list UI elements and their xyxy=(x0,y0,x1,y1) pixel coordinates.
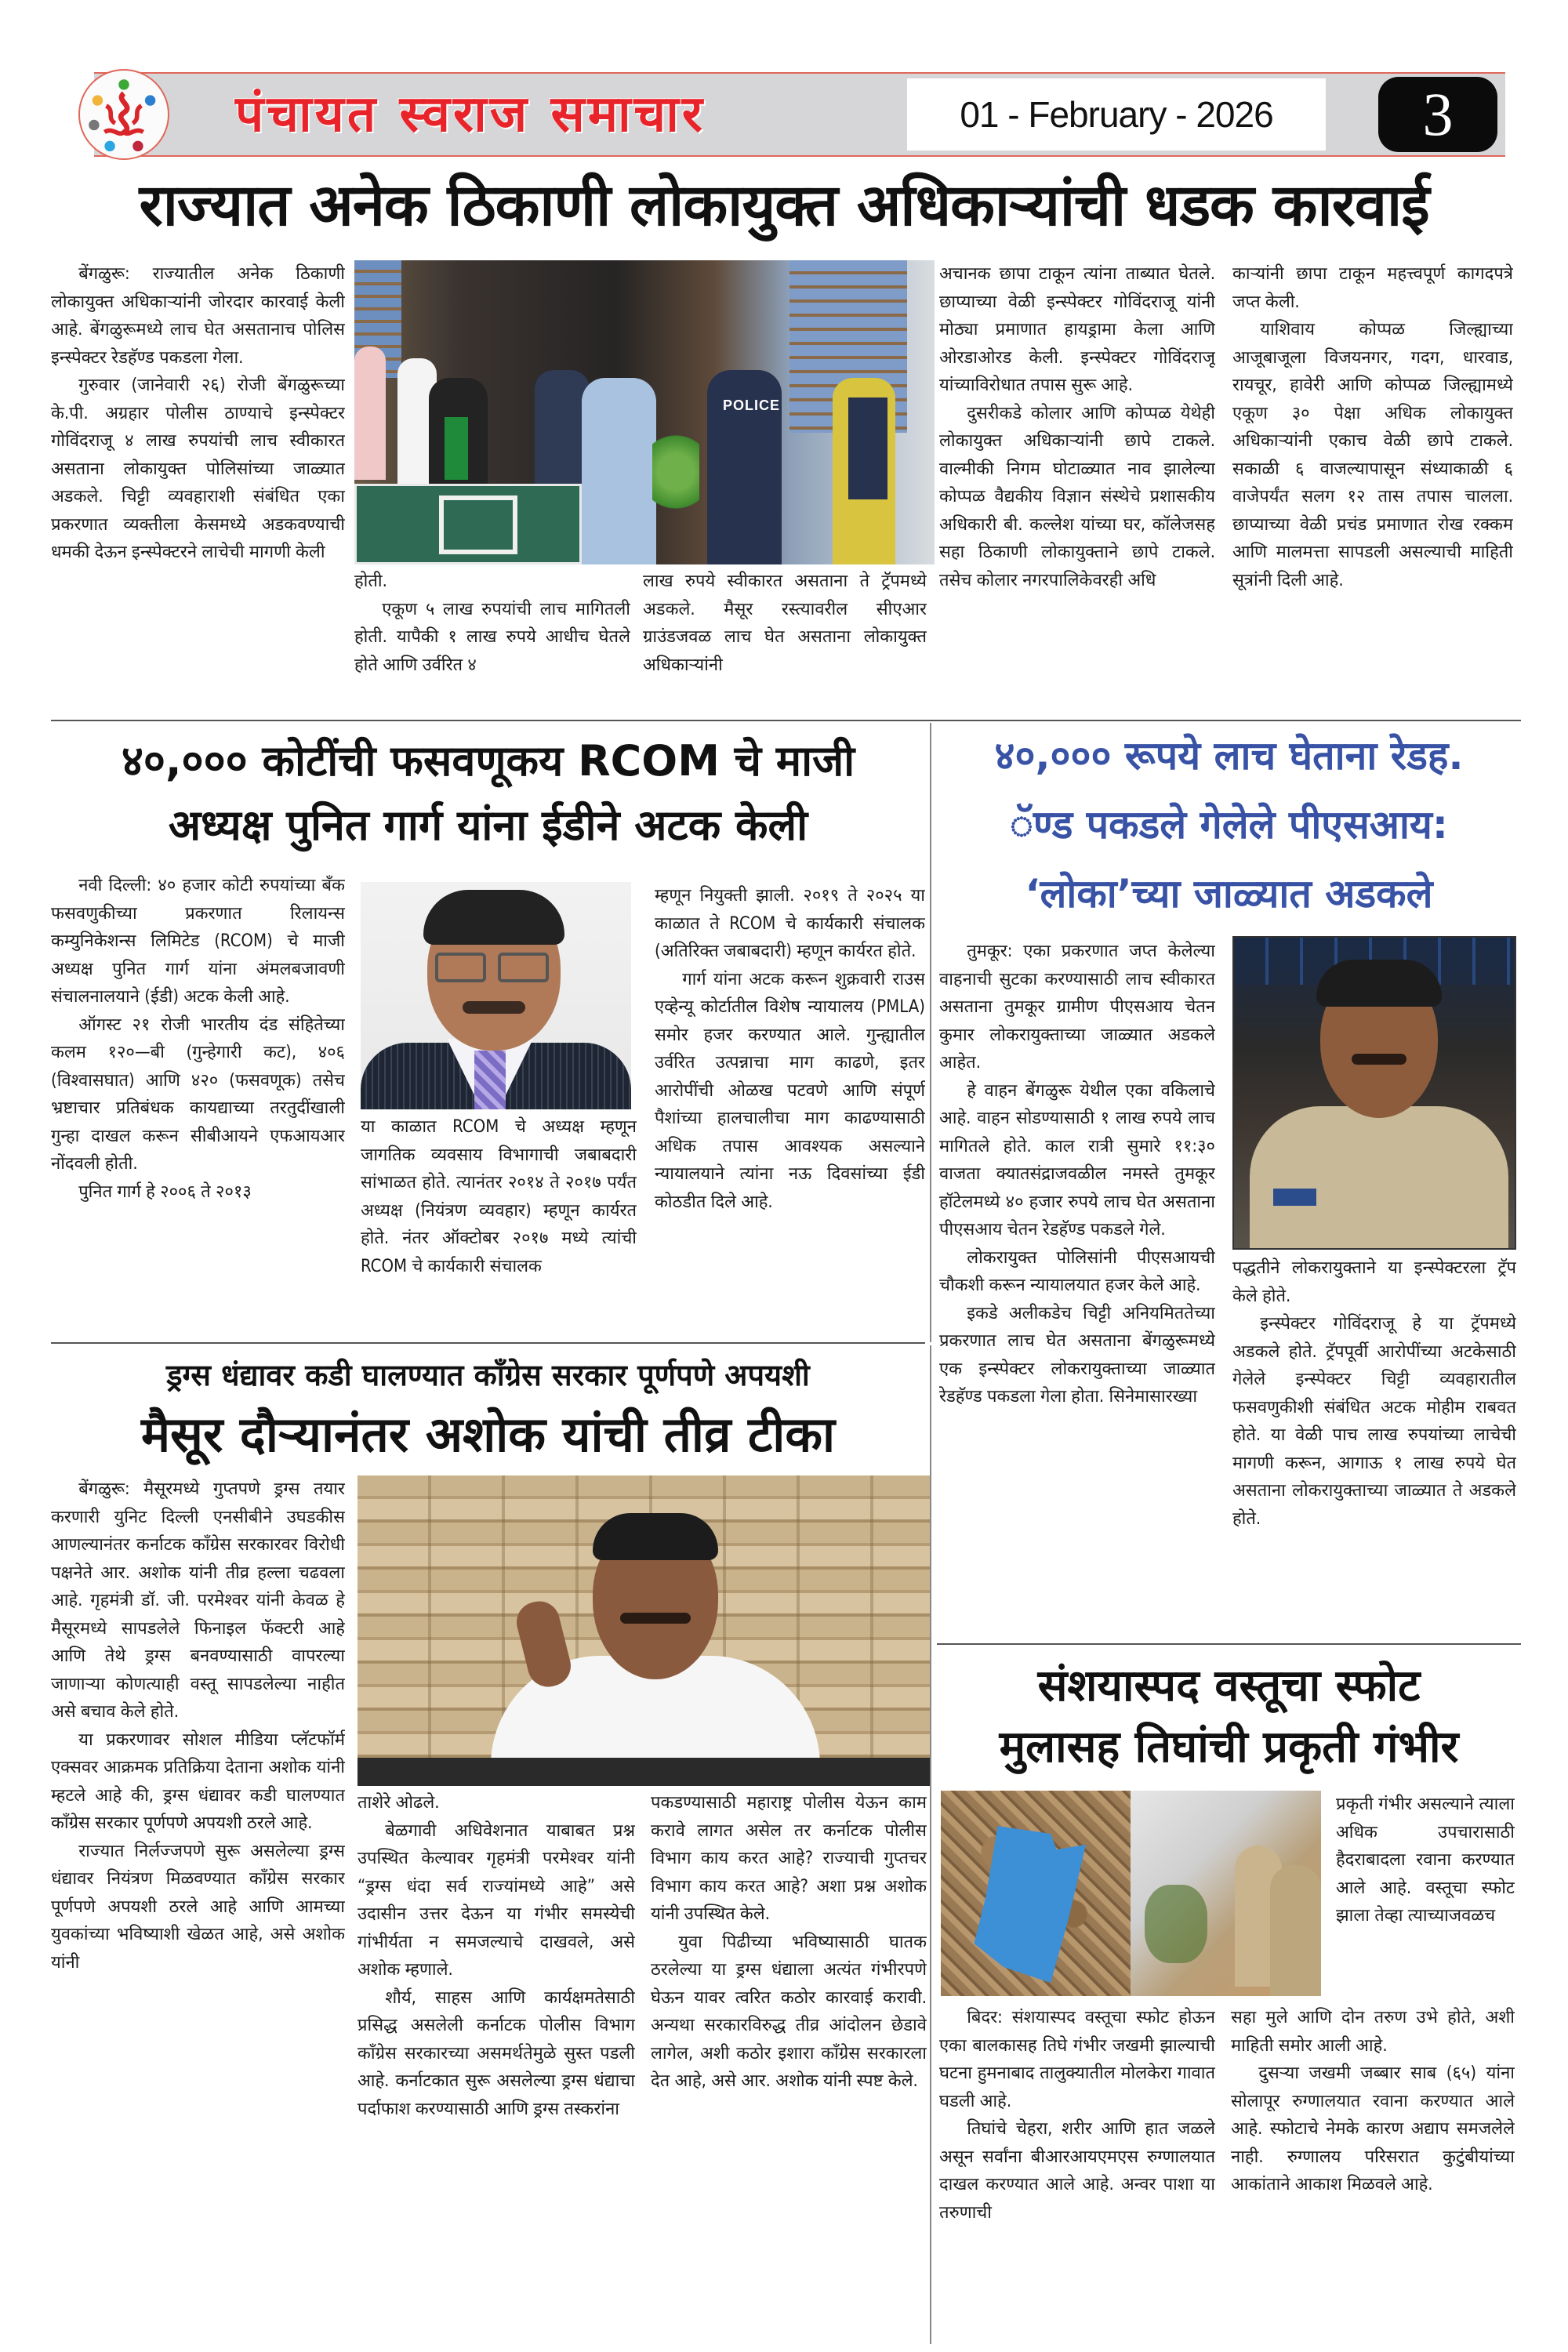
column-divider xyxy=(930,723,931,1342)
paragraph: शौर्य, साहस आणि कार्यक्षमतेसाठी प्रसिद्ध असलेली कर्नाटक पोलीस विभाग काँग्रेस सरकारच्या असमर्थतेमुळे सुस्त पडली आहे. कर्नाटकात सुरू असलेल्या ड्रग्स धंद्याचा पर्दाफाश करण्यासाठी आणि ड्रग्स तस्करांना xyxy=(358,1987,635,2119)
paragraph: म्हणून नियुक्ती झाली. २०१९ ते २०२५ या काळात ते RCOM चे कार्यकारी संचालक (अतिरिक्त जबाबदारी) म्हणून कार्यरत होते. xyxy=(655,886,925,961)
paragraph: दुसऱ्या जखमी जब्बार साब (६५) यांना सोलापूर रुग्णालयात रवाना करण्यात आले आहे. स्फोटाचे नेमके कारण अद्याप समजलेले नाही. रुग्णालय परिसरात कुटुंबीयांच्या आकांताने आकाश मिळवले आहे. xyxy=(1231,2063,1515,2194)
paragraph: इकडे अलीकडेच चिट्टी अनियमिततेच्या प्रकरणात लाच घेत असताना बेंगळुरूमध्ये एक इन्स्पेक्टर लोकरायुक्ताच्या जाळ्यात रेडहॅण्ड पकडला गेला होता. सिनेमासारख्या xyxy=(939,1303,1215,1406)
article1-column-1 xyxy=(51,260,345,719)
paragraph: अचानक छापा टाकून त्यांना ताब्यात घेतले. छाप्याच्या वेळी इन्स्पेक्टर गोविंदराजू यांनी मोठ्या प्रमाणात हायड्रामा केला आणि ओरडाओरड केली. इन्स्पेक्टर गोविंदराजू यांच्याविरोधात तपास सुरू आहे. xyxy=(939,264,1215,395)
article3-column-1 xyxy=(939,938,1215,1635)
paragraph: तिघांचे चेहरा, शरीर आणि हात जळले असून सर्वांना बीआरआयएमएस रुग्णालयात दाखल करण्यात आले आहे. अन्वर पाशा या तरुणाची xyxy=(939,2119,1215,2223)
paragraph: गुरुवार (जानेवारी २६) रोजी बेंगळुरूच्या के.पी. अग्रहार पोलीस ठाण्याचे इन्स्पेक्टर गोविंदराजू ४ लाख रुपयांची लाच स्वीकारत असताना लोकायुक्त पोलिसांच्या जाळ्यात अडकले. चिट्टी व्यवहाराशी संबंधित एका प्रकरणात व्यक्तीला केसमध्ये अडकवण्याची धमकी देऊन इन्स्पेक्टरने लाचेची मागणी केली xyxy=(51,376,345,562)
paragraph: एकूण ५ लाख रुपयांची लाच मागितली होती. यापैकी १ लाख रुपये आधीच घेतले होते आणि उर्वरित ४ xyxy=(354,599,630,675)
article4-photo-ashok xyxy=(358,1475,930,1786)
paragraph: या काळात RCOM चे अध्यक्ष म्हणून जागतिक व्यवसाय विभागाची जबाबदारी सांभाळत होते. त्यानंतर २०१४ ते २०१७ पर्यंत अध्यक्ष (नियंत्रण व्यवहार) म्हणून कार्यरत होते. नंतर ऑक्टोबर २०१७ मध्ये त्यांची RCOM चे कार्यकारी संचालक xyxy=(361,1117,637,1276)
newspaper-logo xyxy=(78,69,169,160)
article5-headline-line2: मुलासह तिघांची प्रकृती गंभीर xyxy=(999,1722,1459,1773)
paragraph: पकडण्यासाठी महाराष्ट्र पोलीस येऊन काम करावे लागत असेल तर कर्नाटक पोलीस विभाग काय करत आहे? राज्याची गुप्तचर विभाग काय करत आहे? अशा प्रश्न अशोक यांनी उपस्थित केले. xyxy=(651,1793,927,1924)
article1-photo-raid xyxy=(354,260,935,564)
paragraph: काऱ्यांनी छापा टाकून महत्त्वपूर्ण कागदपत्रे जप्त केली. xyxy=(1232,264,1513,312)
paragraph: होती. xyxy=(354,572,387,591)
article2-headline-line1: ४०,००० कोटींची फसवणूकय RCOM चे माजी xyxy=(121,736,855,786)
photo-police-text: POLICE xyxy=(723,397,781,413)
paragraph: युवा पिढीच्या भविष्यासाठी घातक ठरलेल्या या ड्रग्स धंद्याला अत्यंत गंभीरपणे घेऊन यावर त्वरित कठोर कारवाई करावी. अन्यथा सरकारविरुद्ध तीव्र आंदोलन छेडावे लागेल, अशी कठोर इशारा काँग्रेस सरकारला देत आहे, असे आर. अशोक यांनी स्पष्ट केले. xyxy=(651,1932,927,2091)
paragraph: बेंगळुरू: राज्यातील अनेक ठिकाणी लोकायुक्त अधिकाऱ्यांनी जोरदार कारवाई केली आहे. बेंगळुरूमध्ये लाच घेत असतानाच पोलिस इन्स्पेक्टर रेडहॅण्ड पकडला गेला. xyxy=(51,264,345,368)
logo-emblem-icon xyxy=(80,71,168,158)
article4-kicker: ड्रग्स धंद्यावर कडी घालण्यात काँग्रेस सरकार पूर्णपणे अपयशी xyxy=(166,1358,810,1392)
article4-column-3 xyxy=(651,1789,927,2344)
paragraph: या प्रकरणावर सोशल मीडिया प्लॅटफॉर्म एक्सवर आक्रमक प्रतिक्रिया देताना अशोक यांनी म्हटले आहे की, ड्रग्स धंद्यावर कडी घालण्यात काँग्रेस सरकार पूर्णपणे अपयशी ठरले आहे. xyxy=(51,1730,345,1833)
article1-column-4 xyxy=(939,260,1215,719)
paragraph: प्रकृती गंभीर असल्याने त्याला अधिक उपचारासाठी हैदराबादला रवाना करण्यात आले आहे. वस्तूचा स्फोट झाला तेव्हा त्याच्याजवळच xyxy=(1336,1795,1515,1926)
article3-column-2 xyxy=(1232,1254,1516,1639)
paragraph: दुसरीकडे कोलार आणि कोप्पळ येथेही लोकायुक्त अधिकाऱ्यांनी छापे टाकले. वाल्मीकी निगम घोटाळ्यात नाव झालेल्या कोप्पळ वैद्यकीय विज्ञान संस्थेचे प्रशासकीय अधिकारी बी. कल्लेश यांच्या घर, कॉलेजसह सहा ठिकाणी लोकायुक्ताने छापे टाकले. तसेच कोलार नगरपालिकेवरही अधि xyxy=(939,403,1215,590)
paragraph: लोकरायुक्त पोलिसांनी पीएसआयची चौकशी करून न्यायालयात हजर केले आहे. xyxy=(939,1247,1215,1295)
article2-column-3 xyxy=(655,882,925,1338)
article2-column-1 xyxy=(51,872,345,1338)
article2-headline-line2: अध्यक्ष पुनित गार्ग यांना ईडीने अटक केली xyxy=(168,800,808,850)
paragraph: नवी दिल्ली: ४० हजार कोटी रुपयांच्या बँक फसवणुकीच्या प्रकरणात रिलायन्स कम्युनिकेशन्स लिमिटेड (RCOM) चे माजी अध्यक्ष पुनित गार्ग यांना अंमलबजावणी संचालनालयाने (ईडी) अटक केली आहे. xyxy=(51,876,345,1007)
article1-column-2 xyxy=(354,568,630,717)
article1-column-3 xyxy=(643,568,927,717)
paragraph: हे वाहन बेंगळुरू येथील एका वकिलाचे आहे. वाहन सोडण्यासाठी १ लाख रुपये लाच मागितले होते. काल रात्री सुमारे ११:३० वाजता क्यातसंद्राजवळील नमस्ते तुमकूर हॉटेलमध्ये ४० हजार रुपये लाच घेत असताना पीएसआय चेतन रेडहॅण्ड पकडले गेले. xyxy=(939,1080,1215,1240)
article4-column-1 xyxy=(51,1475,345,2344)
paragraph: पद्धतीने लोकरायुक्ताने या इन्स्पेक्टरला ट्रॅप केले होते. xyxy=(1232,1258,1516,1306)
article3-photo-psi xyxy=(1232,936,1516,1250)
article2-column-2 xyxy=(361,1113,637,1338)
article3-headline-line3: ‘लोका’च्या जाळ्यात अडकले xyxy=(1025,871,1433,916)
page-number: 3 xyxy=(1378,77,1497,152)
paragraph: बिदर: संशयास्पद वस्तूचा स्फोट होऊन एका बालकासह तिघे गंभीर जखमी झाल्याची घटना हुमनाबाद तालुक्यातील मोलकेरा गावात घडली आहे. xyxy=(939,2008,1215,2111)
article1-headline: राज्यात अनेक ठिकाणी लोकायुक्त अधिकाऱ्यांची धडक कारवाई xyxy=(139,172,1429,239)
newspaper-title: पंचायत स्वराज समाचार xyxy=(235,85,706,143)
section-divider xyxy=(51,1342,925,1344)
article5-column-1 xyxy=(939,2004,1215,2344)
paragraph: ताशेरे ओढले. xyxy=(358,1793,440,1813)
paragraph: पुनित गार्ग हे २००६ ते २०१३ xyxy=(78,1181,252,1202)
paragraph: सहा मुले आणि दोन तरुण उभे होते, अशी माहिती समोर आली आहे. xyxy=(1231,2008,1515,2056)
article3-headline xyxy=(937,721,1521,928)
paragraph: गार्ग यांना अटक करून शुक्रवारी राउस एव्हेन्यू कोर्टातील विशेष न्यायालय (PMLA) समोर हजर करण्यात आले. गुन्ह्यातील उर्वरित उत्पन्नाचा माग काढणे, इतर आरोपींची ओळख पटवणे आणि संपूर्ण पैशांच्या हालचालीचा माग काढण्यासाठी अधिक तपास आवश्यक असल्याने न्यायालयाने त्यांना नऊ दिवसांच्या ईडी कोठडीत दिले आहे. xyxy=(655,969,925,1212)
paragraph: बेंगळुरू: मैसूरमध्ये गुप्तपणे ड्रग्स तयार करणारी युनिट दिल्ली एनसीबीने उघडकीस आणल्यानंतर कर्नाटक काँग्रेस सरकारवर विरोधी पक्षनेते आर. अशोक यांनी तीव्र हल्ला चढवला आहे. गृहमंत्री डॉ. जी. परमेश्वर यांनी केवळ हे मैसूरमध्ये सापडलेले फिनाइल फॅक्टरी आहे आणि तेथे ड्रग्स बनवण्यासाठी वापरल्या जाणाऱ्या कोणत्याही वस्तू सापडलेल्या नाहीत असे बचाव केले होते. xyxy=(51,1479,345,1722)
article5-photo-blast xyxy=(941,1791,1321,1996)
paragraph: राज्यात निर्लज्जपणे सुरू असलेल्या ड्रग्स धंद्यावर नियंत्रण मिळवण्यात काँग्रेस सरकार पूर्णपणे अपयशी ठरले आहे आणि आमच्या युवकांच्या भविष्याशी खेळत आहे, असे अशोक यांनी xyxy=(51,1841,345,1973)
article5-headline xyxy=(937,1656,1521,1778)
article2-headline xyxy=(51,729,925,858)
article3-headline-line1: ४०,००० रूपये लाच घेताना रेडह. xyxy=(994,733,1464,779)
paragraph: ऑगस्ट २१ रोजी भारतीय दंड संहितेच्या कलम १२०—बी (गुन्हेगारी कट), ४०६ (विश्वासघात) आणि ४२० (फसवणूक) तसेच भ्रष्टाचार प्रतिबंधक कायद्याच्या तरतुदींखाली गुन्हा दाखल करून सीबीआयने एफआयआर नोंदवली होती. xyxy=(51,1014,345,1174)
paragraph: इन्स्पेक्टर गोविंदराजू हे या ट्रॅपमध्ये अडकले होते. ट्रॅपपूर्वी आरोपींच्या अटकेसाठी गेलेले इन्स्पेक्टर चिट्टी व्यवहारातील फसवणुकीशी संबंधित अटक मोहीम राबवत होते. या वेळी पाच लाख रुपयांच्या लाचेची मागणी करून, आगाऊ १ लाख रुपये घेत असताना लोकरायुक्ताच्या जाळ्यात ते अडकले होते. xyxy=(1232,1314,1516,1529)
article3-headline-line2: ॅण्ड पकडले गेलेले पीएसआय: xyxy=(1010,802,1448,848)
article2-photo-portrait xyxy=(361,882,631,1109)
column-divider xyxy=(930,1345,931,2344)
article5-column-side xyxy=(1336,1791,1515,1994)
paragraph: याशिवाय कोप्पळ जिल्ह्याच्या आजूबाजूला विजयनगर, गदग, धारवाड, रायचूर, हावेरी आणि कोप्पळ जिल्ह्यामध्ये एकूण ३० पेक्षा अधिक लोकायुक्त अधिकाऱ्यांनी एकाच वेळी छापे टाकले. सकाळी ६ वाजल्यापासून संध्याकाळी ६ वाजेपर्यंत सलग १२ तास तपास चालला. छाप्याच्या वेळी प्रचंड प्रमाणात रोख रक्कम आणि मालमत्ता सापडली असल्याची माहिती सूत्रांनी दिली आहे. xyxy=(1232,320,1513,590)
article1-column-5 xyxy=(1232,260,1513,719)
paragraph: बेळगावी अधिवेशनात याबाबत प्रश्न उपस्थित केल्यावर गृहमंत्री परमेश्वर यांनी “ड्रग्स धंदा सर्व राज्यांमध्ये आहे” असे उदासीन उत्तर देऊन या गंभीर समस्येची गांभीर्यता न समजल्याचे दाखवले, असे अशोक म्हणाले. xyxy=(358,1820,635,1980)
article4-headline: मैसूर दौऱ्यानंतर अशोक यांची तीव्र टीका xyxy=(140,1406,836,1463)
section-divider xyxy=(937,1643,1521,1645)
issue-date: 01 - February - 2026 xyxy=(907,78,1326,151)
paragraph: तुमकूर: एका प्रकरणात जप्त केलेल्या वाहनाची सुटका करण्यासाठी लाच स्वीकारत असताना तुमकूर ग्रामीण पीएसआय चेतन कुमार लोकरायुक्ताच्या जाळ्यात अडकले आहेत. xyxy=(939,942,1215,1073)
article4-column-2 xyxy=(358,1789,635,2344)
article5-headline-line1: संशयास्पद वस्तूचा स्फोट xyxy=(1037,1661,1421,1711)
article5-column-2 xyxy=(1231,2004,1515,2344)
paragraph: लाख रुपये स्वीकारत असताना ते ट्रॅपमध्ये अडकले. मैसूर रस्त्यावरील सीएआर ग्राउंडजवळ लाच घेत असताना लोकायुक्त अधिकाऱ्यांनी xyxy=(643,572,927,675)
